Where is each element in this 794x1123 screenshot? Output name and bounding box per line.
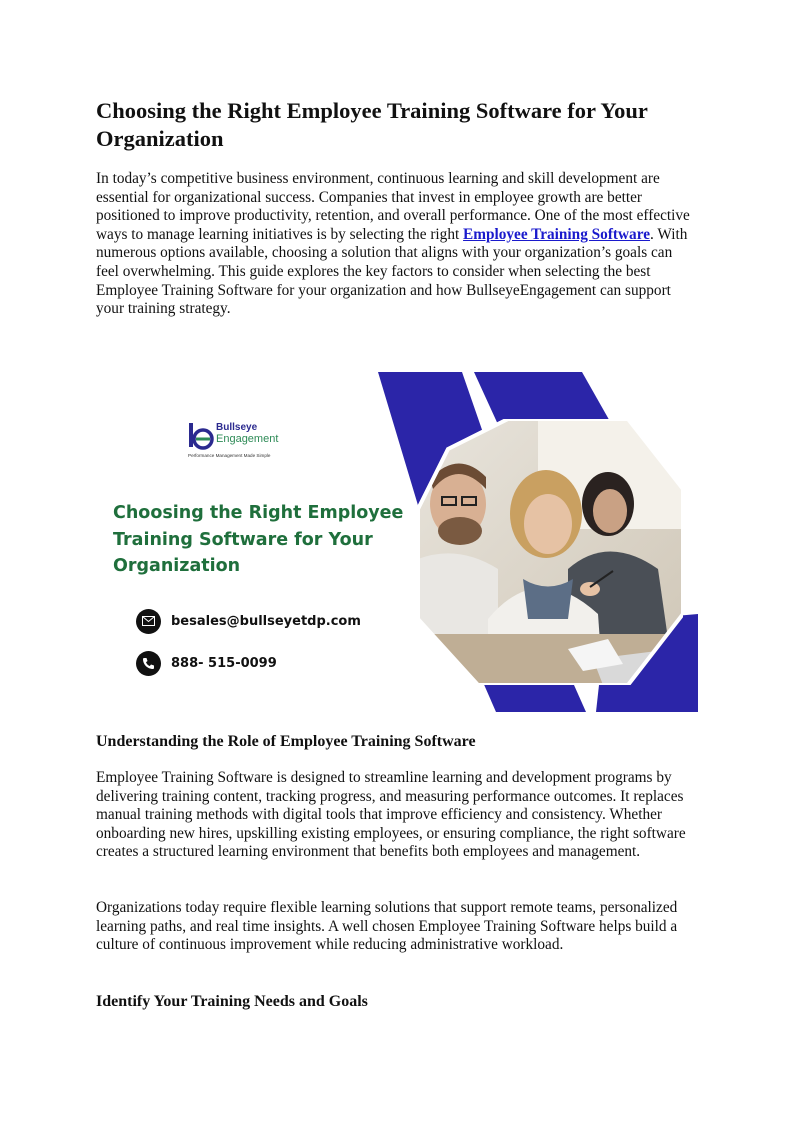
- promo-banner-image: [96, 372, 698, 712]
- section-heading-role: Understanding the Role of Employee Training Software: [96, 733, 476, 750]
- logo-line-1: Bullseye: [216, 422, 258, 433]
- logo-line-2: Engagement: [216, 433, 279, 445]
- phone-number: 888- 515-0099: [171, 655, 277, 671]
- phone-contact: [136, 650, 277, 676]
- intro-text-after-link: . With numerous options available, choosing a solution that aligns with your organization’s goals can feel overwhelming. This guide explores the key factors to consider when selecting the best Employee Training Software for your organization and how BullseyeEngagement can support your training strategy.: [96, 225, 688, 318]
- intro-paragraph: [96, 170, 694, 319]
- office-team-photo: [418, 419, 683, 685]
- bullseye-logo-icon: [188, 422, 214, 452]
- envelope-icon: [136, 609, 161, 634]
- banner-heading: Choosing the Right Employee Training Software for Your Organization: [113, 503, 404, 576]
- section-role-paragraph-1: Employee Training Software is designed to streamline learning and development programs by delivering training content, tracking progress, and measuring performance outcomes. It replaces manual training methods with digital tools that improve efficiency and consistency. Whether onboarding new hires, upskilling existing employees, or ensuring compliance, the right software creates a structured learning environment that benefits both employees and management.: [96, 769, 686, 861]
- logo-tagline: Performance Management Made Simple: [188, 453, 271, 458]
- employee-training-software-link[interactable]: Employee Training Software: [463, 225, 651, 243]
- phone-icon: [136, 651, 161, 676]
- section-role-paragraph-2: Organizations today require flexible learning solutions that support remote teams, personalized learning paths, and real time insights. A well chosen Employee Training Software helps build a culture of continuous improvement while reducing administrative workload.: [96, 899, 678, 954]
- section-heading-needs: Identify Your Training Needs and Goals: [96, 993, 368, 1010]
- email-address: besales@bullseyetdp.com: [171, 613, 361, 629]
- intro-text-before-link: In today’s competitive business environment, continuous learning and skill development are essential for organizational success. Companies that invest in employee growth are better positioned to improve productivity, retention, and overall performance. One of the most effective ways to manage learning initiatives is by selecting the right: [96, 170, 690, 243]
- page-title: Choosing the Right Employee Training Software for Your Organization: [96, 98, 648, 151]
- email-contact: [136, 608, 361, 634]
- bullseye-engagement-logo: [188, 422, 308, 462]
